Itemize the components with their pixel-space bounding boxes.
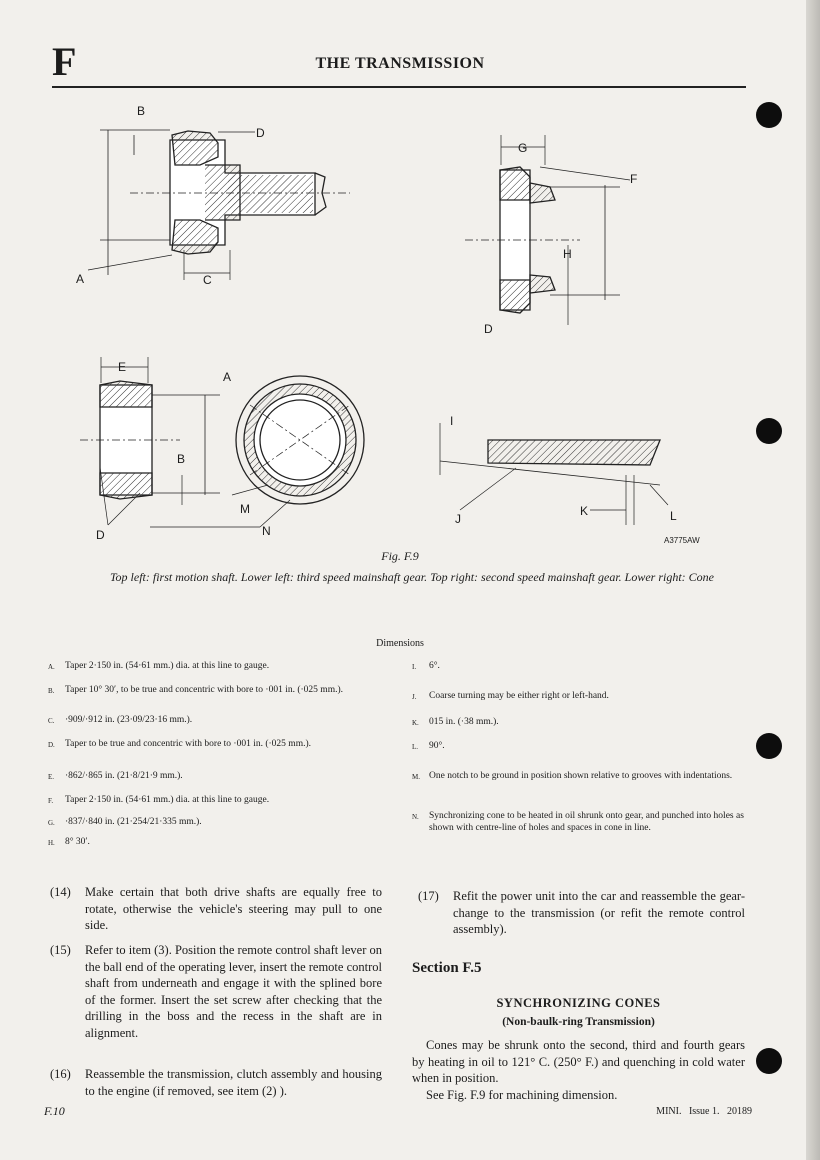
punch-hole — [756, 418, 782, 444]
cone-section-drawing — [440, 423, 668, 525]
label-a-lower: A — [223, 370, 232, 384]
punch-hole — [756, 102, 782, 128]
section-body — [412, 1037, 745, 1103]
label-c: C — [203, 273, 212, 287]
label-a-top: A — [76, 272, 85, 286]
label-i: I — [450, 414, 454, 428]
label-d-lower: D — [96, 528, 105, 542]
issue-info: MINI. Issue 1. 20189 — [656, 1106, 752, 1117]
page-title: THE TRANSMISSION — [315, 55, 485, 72]
label-j: J — [455, 512, 461, 526]
second-speed-gear-drawing — [465, 135, 630, 325]
section-paragraph: See Fig. F.9 for machining dimension. — [426, 1087, 618, 1102]
section-heading: Section F.5 — [412, 960, 482, 976]
punch-hole — [756, 733, 782, 759]
section-letter: F — [52, 39, 77, 84]
label-b-lower: B — [177, 452, 186, 466]
page-number: F.10 — [44, 1104, 65, 1118]
label-d-right: D — [484, 322, 493, 336]
label-n: N — [262, 524, 271, 538]
label-d-top: D — [256, 126, 265, 140]
label-g: G — [518, 141, 528, 155]
technical-figure — [60, 95, 750, 547]
section-title: SYNCHRONIZING CONES — [496, 996, 661, 1010]
label-b-top: B — [137, 104, 146, 118]
figure-caption: Top left: first motion shaft. Lower left: third speed mainshaft gear. Top right: second speed mainshaft gear. Lower right: Cone — [109, 570, 715, 584]
page-edge — [806, 0, 820, 1160]
first-motion-shaft-drawing — [88, 130, 350, 280]
punch-hole — [756, 1048, 782, 1074]
third-speed-gear-drawing — [80, 357, 220, 525]
section-subtitle: (Non-baulk-ring Transmission) — [502, 1016, 655, 1028]
label-h: H — [563, 247, 572, 261]
label-k: K — [580, 504, 589, 518]
header-rule — [52, 86, 746, 88]
label-f: F — [630, 172, 638, 186]
label-l: L — [670, 509, 677, 523]
section-paragraph: Cones may be shrunk onto the second, third and fourth gears by heating in oil to 121° C. (250° F.) and quenching in cold water when in position. — [412, 1038, 745, 1085]
figure-label: Fig. F.9 — [381, 549, 419, 563]
label-m: M — [240, 502, 250, 516]
figure-reference: A3775AW — [664, 536, 700, 545]
dimensions-heading: Dimensions — [376, 638, 424, 649]
label-e: E — [118, 360, 127, 374]
